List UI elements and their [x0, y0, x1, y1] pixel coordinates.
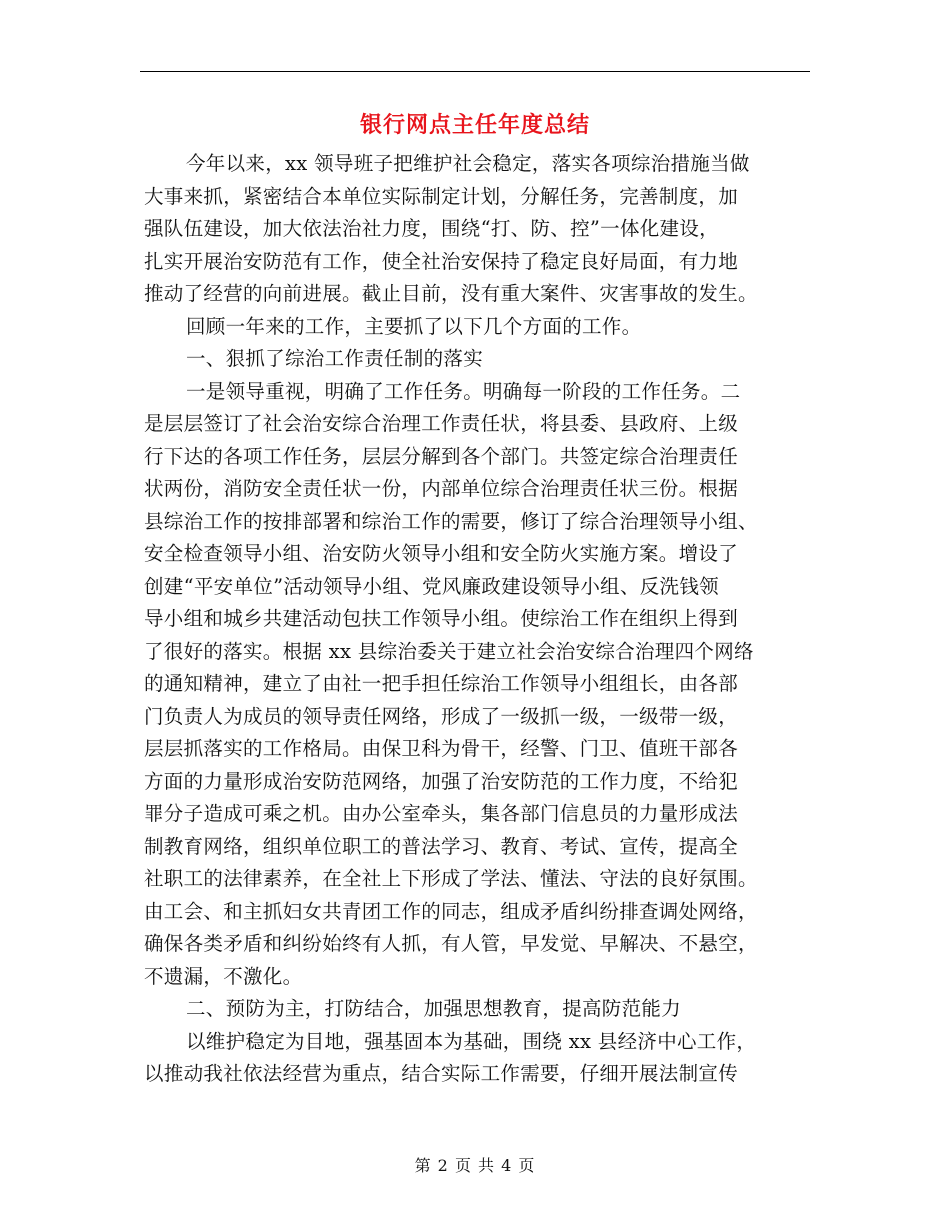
- body-line: 创建“平安单位”活动领导小组、党风廉政建设领导小组、反洗钱领: [144, 574, 719, 598]
- body-line: 罪分子造成可乘之机。由办公室牵头，集各部门信息员的力量形成法: [144, 802, 739, 825]
- body-line: 确保各类矛盾和纠纷始终有人抓，有人管，早发觉、早解决、不悬空，: [144, 932, 758, 955]
- body-line: 安全检查领导小组、治安防火领导小组和安全防火实施方案。增设了: [144, 542, 739, 565]
- body-line: 行下达的各项工作任务，层层分解到各个部门。共签定综合治理责任: [144, 444, 739, 468]
- body-line: 层层抓落实的工作格局。由保卫科为骨干，经警、门卫、值班干部各: [144, 737, 739, 760]
- document-body: [144, 148, 808, 1091]
- body-line: 了很好的落实。根据 xx 县综治委关于建立社会治安综合治理四个网络: [144, 639, 754, 663]
- body-line: 状两份，消防安全责任状一份，内部单位综合治理责任状三份。根据: [144, 477, 739, 500]
- body-line: 大事来抓，紧密结合本单位实际制定计划，分解任务，完善制度，加: [144, 184, 739, 208]
- body-line: 一是领导重视，明确了工作任务。明确每一阶段的工作任务。二: [186, 379, 741, 403]
- body-line: 以推动我社依法经营为重点，结合实际工作需要，仔细开展法制宣传: [144, 1062, 739, 1085]
- section-heading: 一、狠抓了综治工作责任制的落实: [186, 347, 484, 370]
- body-line: 强队伍建设，加大依法治社力度，围绕“打、防、控”一体化建设，: [144, 217, 719, 240]
- body-line: 社职工的法律素养，在全社上下形成了学法、懂法、守法的良好氛围。: [144, 867, 758, 890]
- body-line: 门负责人为成员的领导责任网络，形成了一级抓一级，一级带一级，: [144, 704, 739, 728]
- body-line: 今年以来，xx 领导班子把维护社会稳定，落实各项综治措施当做: [186, 152, 750, 175]
- body-line: 扎实开展治安防范有工作，使全社治安保持了稳定良好局面，有力地: [144, 249, 739, 273]
- body-line: 方面的力量形成治安防范网络，加强了治安防范的工作力度，不给犯: [144, 769, 739, 793]
- body-line: 由工会、和主抓妇女共青团工作的同志，组成矛盾纠纷排查调处网络，: [144, 899, 758, 923]
- body-line: 推动了经营的向前进展。截止目前，没有重大案件、灾害事故的发生。: [144, 282, 758, 305]
- body-line: 以维护稳定为目地，强基固本为基础，围绕 xx 县经济中心工作，: [186, 1029, 757, 1053]
- body-line: 是层层签订了社会治安综合治理工作责任状，将县委、县政府、上级: [144, 412, 739, 435]
- body-line: 的通知精神，建立了由社一把手担任综治工作领导小组组长，由各部: [144, 672, 739, 695]
- body-line: 不遗漏，不激化。: [144, 964, 303, 988]
- body-line: 县综治工作的按排部署和综治工作的需要，修订了综合治理领导小组、: [144, 509, 758, 533]
- section-heading: 二、预防为主，打防结合，加强思想教育，提高防范能力: [186, 997, 682, 1020]
- header-rule: [140, 71, 810, 72]
- body-line: 制教育网络，组织单位职工的普法学习、教育、考试、宣传，提高全: [144, 834, 739, 858]
- document-title: 银行网点主任年度总结: [359, 112, 590, 138]
- page-number-footer: 第 2 页 共 4 页: [414, 1156, 536, 1175]
- body-line: 回顾一年来的工作，主要抓了以下几个方面的工作。: [186, 314, 642, 338]
- body-line: 导小组和城乡共建活动包扶工作领导小组。使综治工作在组织上得到: [144, 607, 739, 630]
